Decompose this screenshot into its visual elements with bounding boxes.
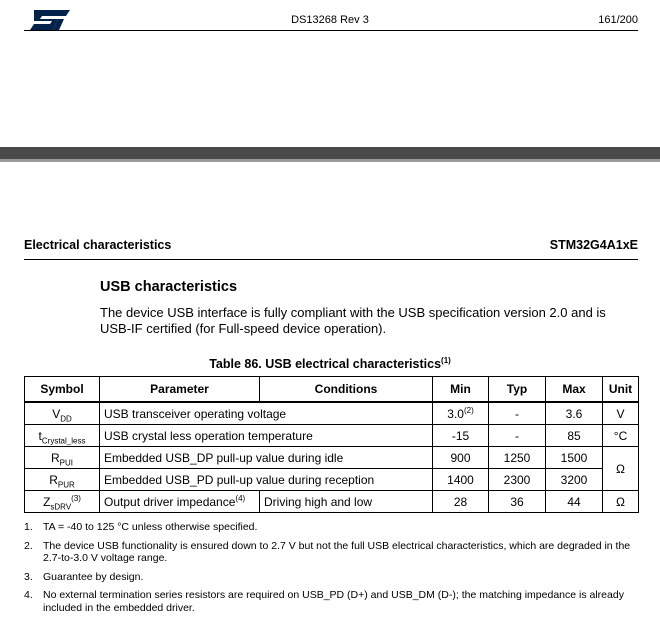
- parameter-cell: Embedded USB_DP pull-up value during idle: [100, 447, 433, 469]
- note-text: Guarantee by design.: [43, 570, 144, 583]
- typ-cell: 1250: [489, 447, 546, 469]
- max-cell: 3.6: [546, 402, 603, 425]
- max-cell: 85: [546, 425, 603, 447]
- typ-cell: -: [489, 425, 546, 447]
- max-cell: 3200: [546, 469, 603, 491]
- min-cell: [433, 402, 489, 425]
- min-cell: 900: [433, 447, 489, 469]
- symbol-cell: [25, 425, 100, 447]
- unit-cell: V: [603, 402, 639, 425]
- col-typ: Typ: [489, 377, 546, 403]
- max-cell: 1500: [546, 447, 603, 469]
- max-cell: 44: [546, 491, 603, 513]
- min-note: (2): [463, 405, 474, 415]
- min-cell: -15: [433, 425, 489, 447]
- note-number: 1.: [24, 521, 33, 533]
- note-text: The device USB functionality is ensured down to 2.7 V but not the full USB electrical characteristics, which are degraded in the 2.7-to-3.0 V voltage range.: [43, 539, 631, 564]
- note-number: 4.: [24, 589, 33, 601]
- min-cell: 28: [433, 491, 489, 513]
- parameter-cell: USB crystal less operation temperature: [100, 425, 433, 447]
- table-row: [25, 425, 639, 447]
- symbol-subscript: sDRV: [50, 501, 72, 511]
- symbol-text: Z: [43, 494, 51, 509]
- symbol-subscript: Crystal_less: [41, 435, 86, 445]
- table-row: [25, 402, 639, 425]
- note-item: [24, 571, 638, 584]
- min-value: 3.0: [447, 406, 464, 421]
- unit-cell: Ω: [603, 447, 639, 491]
- note-number: 2.: [24, 539, 33, 552]
- unit-cell: Ω: [603, 491, 639, 513]
- header-rule: [24, 30, 638, 31]
- symbol-note: (3): [71, 493, 81, 503]
- table-row: [25, 447, 639, 469]
- symbol-text: R: [50, 450, 60, 465]
- note-text: TA = -40 to 125 °C unless otherwise specified.: [43, 521, 258, 533]
- note-number: 3.: [24, 570, 33, 583]
- symbol-text: R: [49, 472, 58, 487]
- symbol-cell: [25, 402, 100, 425]
- col-min: Min: [433, 377, 489, 403]
- table-row: [25, 491, 639, 513]
- parameter-text: Output driver impedance: [104, 494, 236, 509]
- table-header-row: [25, 377, 639, 403]
- usb-characteristics-table: [24, 376, 639, 513]
- note-item: [24, 589, 638, 614]
- col-symbol: Symbol: [25, 377, 100, 403]
- product-name: STM32G4A1xE: [549, 238, 638, 252]
- document-id: DS13268 Rev 3: [291, 14, 369, 26]
- table-caption: [0, 357, 660, 371]
- parameter-cell: USB transceiver operating voltage: [100, 402, 433, 425]
- table-caption-text: Table 86. USB electrical characteristics: [209, 357, 442, 371]
- symbol-cell: [25, 469, 100, 491]
- section-title: Electrical characteristics: [24, 238, 172, 252]
- typ-cell: 2300: [489, 469, 546, 491]
- section-rule: [24, 259, 638, 260]
- parameter-cell: Embedded USB_PD pull-up value during reception: [100, 469, 433, 491]
- col-unit: Unit: [603, 377, 639, 403]
- symbol-subscript: DD: [60, 413, 72, 423]
- parameter-cell: [100, 491, 260, 513]
- min-cell: 1400: [433, 469, 489, 491]
- page-number: 161/200: [598, 14, 638, 26]
- page-break-band: [0, 147, 660, 159]
- table-row: [25, 469, 639, 491]
- note-item: [24, 540, 638, 565]
- parameter-note: (4): [235, 493, 246, 503]
- col-conditions: Conditions: [260, 377, 433, 403]
- note-text: No external termination series resistors are required on USB_PD (D+) and USB_DM (D-); the matching impedance is already included in the embedded driver.: [43, 589, 624, 614]
- col-max: Max: [546, 377, 603, 403]
- note-item: [24, 521, 638, 534]
- table-notes: [24, 521, 638, 620]
- typ-cell: -: [489, 402, 546, 425]
- page-break-band-shadow: [0, 159, 660, 162]
- symbol-subscript: PUI: [59, 457, 73, 467]
- conditions-cell: Driving high and low: [260, 491, 433, 513]
- col-parameter: Parameter: [100, 377, 260, 403]
- symbol-text: V: [52, 406, 61, 421]
- typ-cell: 36: [489, 491, 546, 513]
- unit-cell: °C: [603, 425, 639, 447]
- usb-heading: USB characteristics: [100, 279, 238, 295]
- symbol-cell: [25, 447, 100, 469]
- table-caption-note: (1): [441, 355, 451, 365]
- symbol-text: t: [38, 428, 42, 443]
- symbol-subscript: PUR: [57, 479, 75, 489]
- symbol-cell: [25, 491, 100, 513]
- usb-intro: The device USB interface is fully compliant with the USB specification version 2.0 and is USB-IF certified (for Full-speed device operation).: [100, 305, 606, 336]
